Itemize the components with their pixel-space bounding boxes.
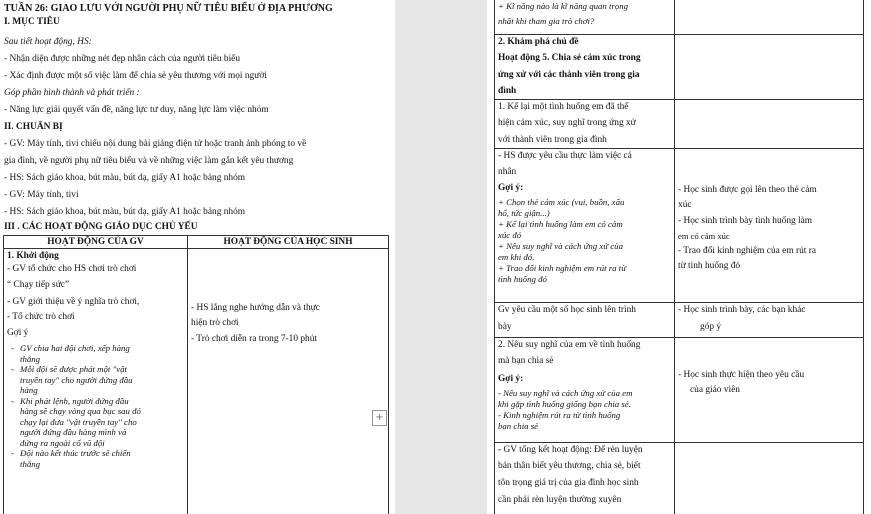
teacher-cell bbox=[495, 100, 675, 149]
cell-text: - HS được yêu cầu thực làm việc cá bbox=[498, 151, 632, 161]
cell-text: - HS lắng nghe hướng dẫn và thực bbox=[191, 303, 320, 313]
teacher-cell bbox=[495, 443, 675, 514]
cell-text: - Học sinh trình bày, các bạn khác bbox=[678, 305, 806, 315]
cell-text: - Trao đổi kinh nghiệm của em rút ra bbox=[678, 246, 816, 256]
cell-text: “ Chạy tiếp sức” bbox=[7, 280, 70, 290]
cell-text: + Kể lại tình huống làm em có cảm bbox=[498, 219, 623, 229]
text-line: gia đình, về người phụ nữ tiêu biểu và về những việc làm gắn kết yêu thương bbox=[4, 156, 294, 166]
header-student: HOẠT ĐỘNG CỦA HỌC SINH bbox=[188, 236, 389, 249]
cell-text: tôn trọng giá trị của gia đình học sinh bbox=[498, 478, 639, 488]
teacher-cell bbox=[4, 249, 188, 514]
teacher-cell bbox=[495, 338, 675, 443]
table-row bbox=[495, 443, 864, 514]
hint-text: - Mỗi đội sẽ được phát một "vật bbox=[20, 364, 128, 374]
cell-text: + Trao đổi kinh nghiệm em rút ra từ bbox=[498, 263, 627, 273]
hint-item bbox=[11, 364, 184, 396]
cell-text: - Học sinh thực hiện theo yêu cầu bbox=[678, 370, 805, 380]
table-row bbox=[495, 35, 864, 100]
lesson-title: TUẦN 26: GIAO LƯU VỚI NGƯỜI PHỤ NỮ TIÊU BIỂU Ở ĐỊA PHƯƠNG bbox=[4, 3, 333, 14]
cell-text: Gợi ý bbox=[7, 328, 29, 338]
table-row bbox=[4, 249, 389, 514]
cell-text: với thành viên trong gia đình bbox=[498, 135, 607, 145]
hint-text: hàng bbox=[20, 385, 38, 395]
student-cell bbox=[675, 443, 864, 514]
cell-text: + Nêu suy nghĩ và cách ứng xử của bbox=[498, 241, 623, 251]
cell-text: - Trò chơi diễn ra trong 7-10 phút bbox=[191, 334, 318, 344]
cell-text: em có cảm xúc bbox=[678, 231, 730, 241]
student-cell bbox=[675, 149, 864, 303]
hint-text: đứng ra ngoài cổ vũ đội bbox=[20, 437, 105, 448]
text-line: Sau tiết hoạt động, HS: bbox=[4, 37, 92, 47]
add-icon[interactable]: + bbox=[372, 410, 387, 426]
cell-text: hổ, tức giận...) bbox=[498, 208, 550, 218]
student-cell bbox=[675, 303, 864, 338]
text-line: - GV: Máy tính, tivi chiếu nội dung bài giảng điện tử hoặc tranh ảnh phóng to về bbox=[4, 139, 307, 149]
hint-text: - Đội nào kết thúc trước sẽ chiến bbox=[20, 448, 131, 458]
cell-text: - Tổ chức trò chơi bbox=[7, 312, 75, 322]
cell-text: Gợi ý: bbox=[498, 374, 524, 384]
table-row bbox=[495, 100, 864, 149]
cell-text: - GV tổng kết hoạt động: Để rèn luyện bbox=[498, 445, 643, 455]
cell-text: từ tình huống đó bbox=[678, 261, 741, 271]
hint-text: chạy lại đưa "vật truyền tay" cho bbox=[20, 416, 137, 427]
hint-text: truyền tay" cho người đứng đầu bbox=[20, 374, 133, 385]
hint-text: - Khi phát lệnh, người đứng đầu bbox=[20, 395, 129, 406]
cell-text: - Kinh nghiệm rút ra từ tình huống bbox=[498, 410, 621, 420]
cell-text: bản thân biết yêu thương, chia sẻ, biết bbox=[498, 461, 641, 471]
right-page bbox=[487, 0, 871, 514]
cell-text: - GV giới thiệu về ý nghĩa trò chơi, bbox=[7, 297, 140, 307]
hint-text: thắng bbox=[20, 458, 41, 469]
student-cell bbox=[675, 35, 864, 100]
table-row bbox=[495, 149, 864, 303]
cell-text: hiện trò chơi bbox=[191, 318, 239, 328]
cell-text: nhân bbox=[498, 167, 517, 177]
text-line: - HS: Sách giáo khoa, bút màu, bút dạ, giấy A1 hoặc bảng nhóm bbox=[4, 207, 246, 217]
hint-text: hàng sẽ chạy vòng qua bục sau đó bbox=[20, 406, 141, 416]
table-row bbox=[495, 0, 864, 35]
hint-item bbox=[11, 396, 184, 449]
hint-text: - GV chia hai đội chơi, xếp hàng bbox=[20, 343, 130, 353]
cell-text: bạn chia sẻ bbox=[498, 421, 539, 431]
teacher-cell bbox=[495, 0, 675, 35]
section-activities: III . CÁC HOẠT ĐỘNG GIÁO DỤC CHỦ YẾU bbox=[4, 222, 198, 232]
text-line: Góp phần hình thành và phát triển : bbox=[4, 88, 140, 98]
student-cell bbox=[675, 100, 864, 149]
left-page bbox=[0, 0, 395, 514]
cell-text: Gợi ý: bbox=[498, 183, 524, 193]
student-cell bbox=[675, 338, 864, 443]
text-line: - HS: Sách giáo khoa, bút màu, bút dạ, giấy A1 hoặc bảng nhóm bbox=[4, 173, 246, 183]
text-line: - Xác định được một số việc làm để chia sẻ yêu thương với mọi người bbox=[4, 71, 267, 81]
cell-text: tình huống đó bbox=[498, 274, 547, 284]
cell-text: Hoạt động 5. Chia sẻ cảm xúc trong bbox=[498, 53, 641, 63]
cell-text: Gv yêu cầu một số học sinh lên trình bbox=[498, 305, 636, 315]
cell-text: bày bbox=[498, 322, 512, 332]
activity-table bbox=[3, 235, 389, 514]
cell-text: 2. Nêu suy nghĩ của em về tình huống bbox=[498, 340, 641, 350]
cell-text: - GV tổ chức cho HS chơi trò chơi bbox=[7, 264, 137, 274]
cell-text: góp ý bbox=[700, 322, 722, 332]
text-line: - Năng lực giải quyết vấn đề, năng lực tư duy, năng lực làm việc nhóm bbox=[4, 105, 269, 115]
cell-text: em khi đó. bbox=[498, 252, 535, 262]
hint-text: người đứng đầu hàng mình và bbox=[20, 427, 127, 437]
table-row bbox=[495, 303, 864, 338]
cell-text: của giáo viên bbox=[690, 385, 740, 395]
text-line: - GV: Máy tính, tivi bbox=[4, 190, 79, 200]
cell-text: + Kĩ năng nào là kĩ năng quan trọng bbox=[498, 1, 629, 11]
student-cell bbox=[188, 249, 389, 514]
cell-text: hiện cảm xúc, suy nghĩ trong ứng xử bbox=[498, 118, 636, 128]
cell-text: xúc bbox=[678, 200, 692, 210]
cell-text: đình bbox=[498, 86, 517, 96]
cell-text: - Nêu suy nghĩ và cách ứng xử của em bbox=[498, 388, 633, 398]
hint-text: thẳng bbox=[20, 353, 41, 364]
cell-text: cần phải rèn luyện thường xuyên bbox=[498, 495, 622, 505]
cell-text: + Chọn thẻ cảm xúc (vui, buồn, xấu bbox=[498, 197, 625, 207]
hint-item bbox=[11, 343, 184, 364]
cell-text: - Học sinh được gọi lên theo thẻ cảm bbox=[678, 185, 817, 195]
step-heading: 1. Khởi động bbox=[7, 251, 59, 261]
table-row bbox=[495, 338, 864, 443]
section-objectives: I. MỤC TIÊU bbox=[4, 17, 60, 27]
cell-text: 1. Kể lại một tình huống em đã thể bbox=[498, 102, 629, 112]
teacher-cell bbox=[495, 149, 675, 303]
activity-table-continued bbox=[494, 0, 864, 514]
cell-text: mà bạn chia sẻ bbox=[498, 356, 554, 366]
teacher-cell bbox=[495, 35, 675, 100]
cell-text: ứng xử với các thành viên trong gia bbox=[498, 70, 640, 80]
teacher-cell bbox=[495, 303, 675, 338]
cell-text: xúc đó bbox=[498, 230, 522, 240]
cell-text: khi gặp tình huống giống bạn chia sẻ. bbox=[498, 399, 631, 409]
section-preparation: II. CHUẨN BỊ bbox=[4, 122, 63, 132]
hint-item bbox=[11, 448, 184, 469]
cell-text: 2. Khám phá chủ đề bbox=[498, 37, 579, 47]
cell-text: nhất khi tham gia trò chơi? bbox=[498, 16, 595, 26]
header-teacher: HOẠT ĐỘNG CỦA GV bbox=[4, 236, 188, 249]
student-cell bbox=[675, 0, 864, 35]
text-line: - Nhận diện được những nét đẹp nhân cách của người tiêu biểu bbox=[4, 54, 241, 64]
table-header-row bbox=[4, 236, 389, 249]
cell-text: - Học sinh trình bày tình huống làm bbox=[678, 216, 813, 226]
